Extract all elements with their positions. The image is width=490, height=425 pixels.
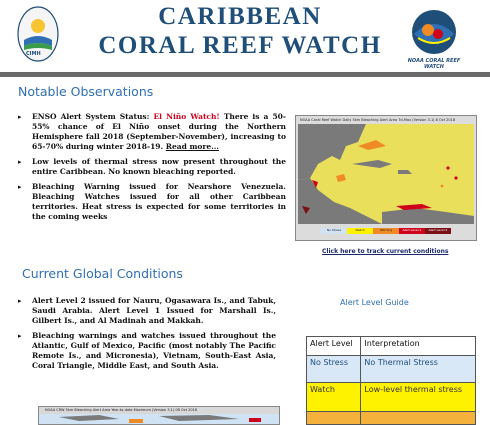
global-list [18,296,276,376]
noaa-crw-logo [398,4,470,70]
notable-item-enso [18,112,286,152]
enso-status: El Niño Watch! [153,112,220,121]
legend-warning: Warning [373,228,399,234]
enso-text: There is a 50-55% chance of El Niño onset during the Northern Hemisphere fall 2018 (September-November), increasing to 65-70% during winter 2018-19. [32,112,287,151]
global-item-text: Bleaching warnings and watches issued throughout the Atlantic, Gulf of Mexico, Pacific (most notably The Pacific Remote Is., and Micronesia), Vietnam, South-East Asia, Coral Triangle, Middle East, and South Asia. [32,331,276,370]
notable-item [18,182,286,222]
cell-meaning: No Thermal Stress [361,356,476,383]
map-caption: NOAA Coral Reef Watch Daily 5km Bleaching Alert Area 7d-Max (Version 3.1) 8 Oct 2018 [300,118,456,122]
map-graphic [296,116,476,240]
caribbean-alert-map[interactable] [295,115,477,241]
legend-alert-2: Alert Level 2 [425,228,451,234]
bullet-icon: ▸ [18,157,22,166]
legend-watch: Watch [347,228,373,234]
notable-list [18,112,286,227]
enso-lead: ENSO Alert System Status: [32,112,150,121]
bullet-icon: ▸ [18,296,22,305]
cimh-label: CIMH [26,51,41,57]
header [0,0,490,76]
map2-graphic [39,407,279,424]
alert-guide-title: Alert Level Guide [340,298,409,307]
track-conditions-link[interactable]: Click here to track current conditions [322,248,449,255]
cell-level: No Stress [307,356,361,383]
page-title [70,0,410,61]
global-item [18,331,276,371]
bullet-icon: ▸ [18,331,22,340]
table-header-row [307,337,476,356]
read-more-link[interactable]: Read more... [165,142,219,151]
noaa-label: NOAA CORAL REEF WATCH [407,58,461,70]
cimh-logo [16,6,60,64]
table-row [307,356,476,383]
notable-item-text: Low levels of thermal stress now present throughout the entire Caribbean. No known bleaching reported. [32,157,286,176]
map2-caption: NOAA CRW 5km Bleaching Alert Area Year-to-date Maximum (Version 3.1) 08 Oct 2018 [45,408,198,412]
title-line-1: CARIBBEAN [158,3,322,30]
alert-guide-table [306,336,476,425]
table-row [307,383,476,412]
map-legend [321,228,451,234]
global-item [18,296,276,326]
cell-level: Watch [307,383,361,412]
notable-heading: Notable Observations [18,84,154,99]
col-interpretation: Interpretation [361,337,476,356]
global-heading: Current Global Conditions [22,266,183,281]
global-item-text: Alert Level 2 issued for Nauru, Ogasawara Is., and Tabuk, Saudi Arabia. Alert Level 1 Issued for Marshall Is., Gilbert Is., and Al Madinah and Makkah. [32,296,276,325]
cell-meaning: Low-level thermal stress [361,383,476,412]
global-alert-map[interactable] [38,406,280,425]
header-divider [0,72,490,77]
notable-item [18,157,286,177]
notable-item-text: Bleaching Warning issued for Nearshore Venezuela. Bleaching Watches issued for all other Caribbean territories. Heat stress is expected for some territories in the coming weeks [32,182,286,221]
title-line-2: CORAL REEF WATCH [98,32,382,59]
col-alert-level: Alert Level [307,337,361,356]
bullet-icon: ▸ [18,182,22,191]
bullet-icon: ▸ [18,112,22,121]
legend-no-stress: No Stress [321,228,347,234]
legend-alert-1: Alert Level 1 [399,228,425,234]
